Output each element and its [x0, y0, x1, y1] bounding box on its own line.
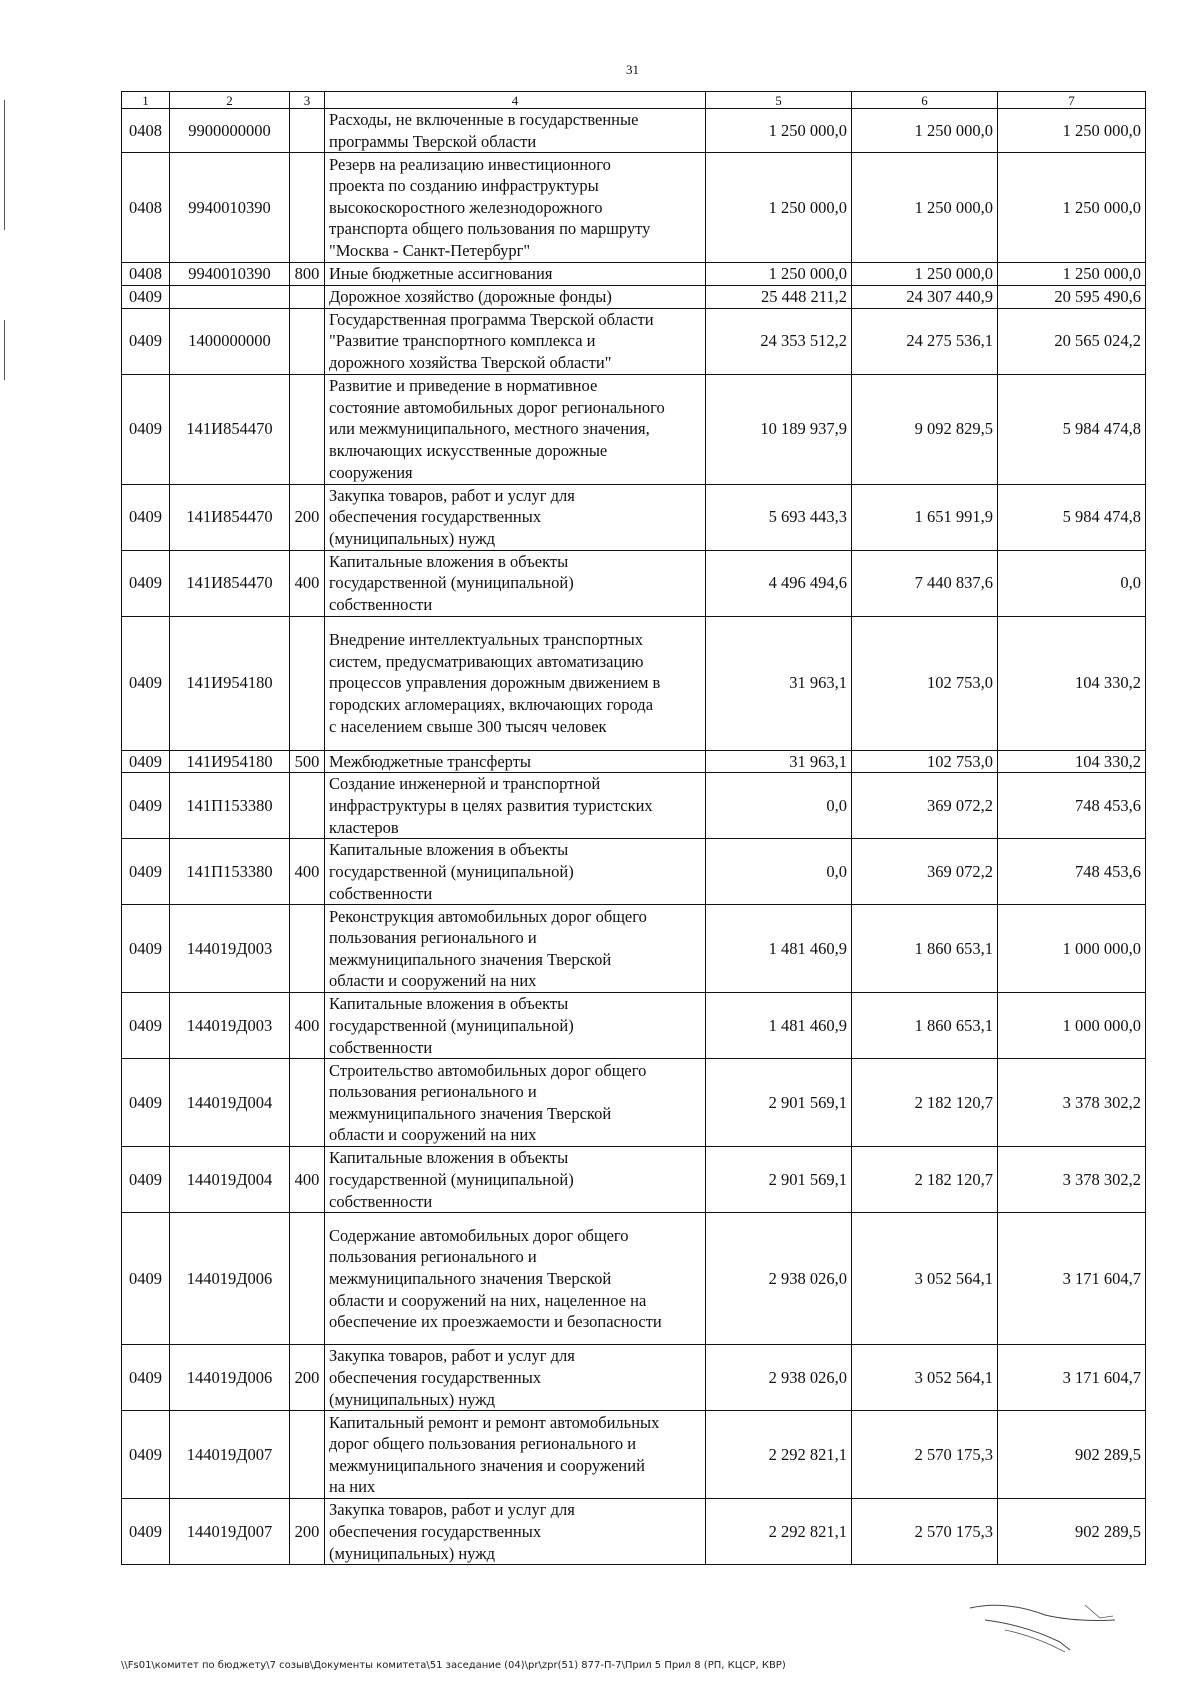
amount-col5: 1 250 000,0: [706, 109, 852, 153]
amount-col5: 1 481 460,9: [706, 993, 852, 1059]
description-line: обеспечения государственных: [329, 1368, 542, 1388]
description: [325, 153, 706, 263]
description-line: городских агломерациях, включающих города: [329, 695, 654, 715]
expense-type-code: [290, 286, 325, 309]
section-code: 0409: [122, 1345, 170, 1411]
description-line: или межмуниципального, местного значения,: [329, 419, 650, 439]
description-line: состояние автомобильных дорог регионального: [329, 397, 665, 417]
description-line: собственности: [329, 1037, 433, 1057]
description: [325, 1411, 706, 1499]
description-line: Внедрение интеллектуальных транспортных: [329, 630, 643, 650]
amount-col5: 4 496 494,6: [706, 550, 852, 616]
description: [325, 1059, 706, 1147]
column-number: 5: [706, 92, 852, 109]
description-line: кластеров: [329, 817, 399, 837]
amount-col7: 20 595 490,6: [998, 286, 1146, 309]
amount-col7: 748 453,6: [998, 839, 1146, 905]
amount-col6: 1 860 653,1: [852, 905, 998, 993]
budget-table: [121, 91, 1146, 1565]
description: [325, 773, 706, 839]
description-line: на них: [329, 1477, 376, 1497]
target-article-code: 1400000000: [170, 308, 290, 374]
description-line: пользования регионального и: [329, 1247, 537, 1267]
target-article-code: 144019Д006: [170, 1345, 290, 1411]
description-line: включающих искусственные дорожные: [329, 441, 608, 461]
description: [325, 905, 706, 993]
description-line: Государственная программа Тверской области: [329, 309, 654, 329]
description-line: области и сооружений на них: [329, 1125, 537, 1145]
description-line: обеспечения государственных: [329, 1522, 542, 1542]
description-line: программы Тверской области: [329, 131, 537, 151]
expense-type-code: 200: [290, 1499, 325, 1565]
target-article-code: 9940010390: [170, 153, 290, 263]
description-line: государственной (муниципальной): [329, 1016, 574, 1036]
amount-col7: 1 250 000,0: [998, 263, 1146, 286]
description: [325, 263, 706, 286]
amount-col6: 24 307 440,9: [852, 286, 998, 309]
target-article-code: 144019Д004: [170, 1147, 290, 1213]
left-margin-mark: [4, 100, 5, 230]
target-article-code: 9900000000: [170, 109, 290, 153]
table-row: [122, 286, 1146, 309]
description-line: Строительство автомобильных дорог общего: [329, 1060, 647, 1080]
section-code: 0409: [122, 374, 170, 484]
description-line: дорог общего пользования регионального и: [329, 1434, 637, 1454]
left-margin-mark: [4, 320, 5, 380]
section-code: 0409: [122, 839, 170, 905]
column-number: 7: [998, 92, 1146, 109]
amount-col6: 2 182 120,7: [852, 1059, 998, 1147]
expense-type-code: [290, 1213, 325, 1345]
description: [325, 1213, 706, 1345]
description-line: Закупка товаров, работ и услуг для: [329, 1346, 575, 1366]
description-line: государственной (муниципальной): [329, 1170, 574, 1190]
description-line: пользования регионального и: [329, 1082, 537, 1102]
target-article-code: 141И954180: [170, 616, 290, 750]
column-number: 2: [170, 92, 290, 109]
table-row: [122, 839, 1146, 905]
section-code: 0409: [122, 1411, 170, 1499]
table-row: [122, 616, 1146, 750]
description-line: Дорожное хозяйство (дорожные фонды): [329, 287, 612, 307]
description-line: проекта по созданию инфраструктуры: [329, 176, 599, 196]
amount-col5: 1 481 460,9: [706, 905, 852, 993]
amount-col7: 902 289,5: [998, 1411, 1146, 1499]
column-number: 3: [290, 92, 325, 109]
description-line: Создание инженерной и транспортной: [329, 774, 601, 794]
description: [325, 550, 706, 616]
table-row: [122, 905, 1146, 993]
target-article-code: 144019Д007: [170, 1499, 290, 1565]
amount-col6: 2 570 175,3: [852, 1499, 998, 1565]
column-number: 6: [852, 92, 998, 109]
description-line: Капитальные вложения в объекты: [329, 551, 569, 571]
expense-type-code: [290, 374, 325, 484]
description-line: собственности: [329, 1191, 433, 1211]
amount-col5: 0,0: [706, 839, 852, 905]
expense-type-code: [290, 109, 325, 153]
description-line: Капитальный ремонт и ремонт автомобильных: [329, 1412, 660, 1432]
section-code: 0409: [122, 308, 170, 374]
description: [325, 993, 706, 1059]
amount-col6: 3 052 564,1: [852, 1345, 998, 1411]
amount-col6: 2 570 175,3: [852, 1411, 998, 1499]
amount-col6: 102 753,0: [852, 750, 998, 773]
signature-mark: [965, 1590, 1125, 1670]
target-article-code: 141И854470: [170, 550, 290, 616]
amount-col7: 3 171 604,7: [998, 1345, 1146, 1411]
amount-col7: 3 378 302,2: [998, 1059, 1146, 1147]
table-row: [122, 484, 1146, 550]
description-line: Капитальные вложения в объекты: [329, 1148, 569, 1168]
description-line: обеспечение их проезжаемости и безопасности: [329, 1312, 662, 1332]
description-line: межмуниципального значения и сооружений: [329, 1455, 645, 1475]
description-line: обеспечения государственных: [329, 507, 542, 527]
description-line: государственной (муниципальной): [329, 573, 574, 593]
amount-col5: 10 189 937,9: [706, 374, 852, 484]
description-line: пользования регионального и: [329, 928, 537, 948]
table-row: [122, 1345, 1146, 1411]
description: [325, 286, 706, 309]
amount-col7: 1 000 000,0: [998, 905, 1146, 993]
amount-col5: 25 448 211,2: [706, 286, 852, 309]
table-row: [122, 263, 1146, 286]
description-line: Иные бюджетные ассигнования: [329, 264, 553, 284]
amount-col7: 3 171 604,7: [998, 1213, 1146, 1345]
expense-type-code: 500: [290, 750, 325, 773]
column-number: 1: [122, 92, 170, 109]
amount-col7: 1 250 000,0: [998, 109, 1146, 153]
page-number: 31: [626, 62, 639, 77]
description: [325, 374, 706, 484]
description-line: Реконструкция автомобильных дорог общего: [329, 906, 647, 926]
target-article-code: 144019Д007: [170, 1411, 290, 1499]
description: [325, 1499, 706, 1565]
amount-col5: 2 292 821,1: [706, 1499, 852, 1565]
amount-col5: 2 901 569,1: [706, 1059, 852, 1147]
amount-col7: 104 330,2: [998, 616, 1146, 750]
description-line: (муниципальных) нужд: [329, 1389, 496, 1409]
amount-col6: 1 860 653,1: [852, 993, 998, 1059]
description: [325, 308, 706, 374]
description-line: Капитальные вложения в объекты: [329, 840, 569, 860]
amount-col5: 1 250 000,0: [706, 263, 852, 286]
target-article-code: 141П153380: [170, 773, 290, 839]
section-code: 0409: [122, 484, 170, 550]
expense-type-code: 200: [290, 1345, 325, 1411]
expense-type-code: [290, 905, 325, 993]
target-article-code: 141И954180: [170, 750, 290, 773]
description-line: Закупка товаров, работ и услуг для: [329, 1500, 575, 1520]
description-line: Резерв на реализацию инвестиционного: [329, 154, 611, 174]
amount-col6: 1 250 000,0: [852, 109, 998, 153]
amount-col5: 2 901 569,1: [706, 1147, 852, 1213]
table-row: [122, 1499, 1146, 1565]
description-line: Капитальные вложения в объекты: [329, 994, 569, 1014]
expense-type-code: [290, 153, 325, 263]
section-code: 0409: [122, 616, 170, 750]
expense-type-code: 800: [290, 263, 325, 286]
description-line: транспорта общего пользования по маршруту: [329, 219, 651, 239]
amount-col7: 5 984 474,8: [998, 374, 1146, 484]
expense-type-code: 400: [290, 550, 325, 616]
target-article-code: [170, 286, 290, 309]
description-line: с населением свыше 300 тысяч человек: [329, 716, 607, 736]
description-line: дорожного хозяйства Тверской области": [329, 353, 612, 373]
description-line: Развитие и приведение в нормативное: [329, 376, 598, 396]
description-line: высокоскоростного железнодорожного: [329, 197, 603, 217]
amount-col6: 1 250 000,0: [852, 153, 998, 263]
column-number: 4: [325, 92, 706, 109]
expense-type-code: [290, 1411, 325, 1499]
amount-col5: 0,0: [706, 773, 852, 839]
amount-col7: 748 453,6: [998, 773, 1146, 839]
amount-col5: 31 963,1: [706, 616, 852, 750]
amount-col6: 24 275 536,1: [852, 308, 998, 374]
table-row: [122, 750, 1146, 773]
amount-col6: 9 092 829,5: [852, 374, 998, 484]
section-code: 0409: [122, 905, 170, 993]
amount-col6: 369 072,2: [852, 839, 998, 905]
amount-col5: 5 693 443,3: [706, 484, 852, 550]
table-row: [122, 1411, 1146, 1499]
section-code: 0409: [122, 773, 170, 839]
amount-col7: 902 289,5: [998, 1499, 1146, 1565]
description-line: Межбюджетные трансферты: [329, 751, 532, 771]
table-row: [122, 374, 1146, 484]
expense-type-code: 200: [290, 484, 325, 550]
amount-col5: 24 353 512,2: [706, 308, 852, 374]
column-number-row: [122, 92, 1146, 109]
table-row: [122, 1213, 1146, 1345]
amount-col7: 1 000 000,0: [998, 993, 1146, 1059]
table-row: [122, 550, 1146, 616]
description-line: межмуниципального значения Тверской: [329, 1103, 612, 1123]
description: [325, 1345, 706, 1411]
amount-col7: 1 250 000,0: [998, 153, 1146, 263]
table-row: [122, 773, 1146, 839]
target-article-code: 141И854470: [170, 374, 290, 484]
description-line: (муниципальных) нужд: [329, 529, 496, 549]
amount-col6: 7 440 837,6: [852, 550, 998, 616]
section-code: 0408: [122, 109, 170, 153]
description-line: Закупка товаров, работ и услуг для: [329, 485, 575, 505]
target-article-code: 144019Д004: [170, 1059, 290, 1147]
amount-col6: 102 753,0: [852, 616, 998, 750]
description-line: (муниципальных) нужд: [329, 1543, 496, 1563]
amount-col5: 2 938 026,0: [706, 1345, 852, 1411]
table-row: [122, 153, 1146, 263]
description-line: Содержание автомобильных дорог общего: [329, 1225, 629, 1245]
expense-type-code: [290, 1059, 325, 1147]
description-line: процессов управления дорожным движением в: [329, 673, 661, 693]
table-row: [122, 1147, 1146, 1213]
description: [325, 484, 706, 550]
target-article-code: 9940010390: [170, 263, 290, 286]
section-code: 0409: [122, 1059, 170, 1147]
section-code: 0408: [122, 263, 170, 286]
table-row: [122, 109, 1146, 153]
description: [325, 750, 706, 773]
expense-type-code: [290, 308, 325, 374]
amount-col5: 1 250 000,0: [706, 153, 852, 263]
amount-col6: 1 250 000,0: [852, 263, 998, 286]
description-line: межмуниципального значения Тверской: [329, 1269, 612, 1289]
description: [325, 109, 706, 153]
target-article-code: 144019Д006: [170, 1213, 290, 1345]
section-code: 0408: [122, 153, 170, 263]
table-row: [122, 308, 1146, 374]
expense-type-code: 400: [290, 839, 325, 905]
table-row: [122, 993, 1146, 1059]
amount-col6: 369 072,2: [852, 773, 998, 839]
description-line: "Развитие транспортного комплекса и: [329, 331, 596, 351]
description-line: собственности: [329, 595, 433, 615]
amount-col7: 104 330,2: [998, 750, 1146, 773]
amount-col7: 0,0: [998, 550, 1146, 616]
description-line: "Москва - Санкт-Петербург": [329, 241, 531, 261]
description-line: государственной (муниципальной): [329, 862, 574, 882]
expense-type-code: 400: [290, 993, 325, 1059]
expense-type-code: [290, 773, 325, 839]
section-code: 0409: [122, 1147, 170, 1213]
description: [325, 1147, 706, 1213]
amount-col7: 5 984 474,8: [998, 484, 1146, 550]
section-code: 0409: [122, 550, 170, 616]
description-line: области и сооружений на них, нацеленное на: [329, 1290, 647, 1310]
amount-col7: 20 565 024,2: [998, 308, 1146, 374]
section-code: 0409: [122, 750, 170, 773]
description-line: межмуниципального значения Тверской: [329, 949, 612, 969]
expense-type-code: 400: [290, 1147, 325, 1213]
amount-col5: 31 963,1: [706, 750, 852, 773]
target-article-code: 141И854470: [170, 484, 290, 550]
target-article-code: 144019Д003: [170, 993, 290, 1059]
amount-col6: 1 651 991,9: [852, 484, 998, 550]
section-code: 0409: [122, 1213, 170, 1345]
expense-type-code: [290, 616, 325, 750]
description: [325, 616, 706, 750]
section-code: 0409: [122, 1499, 170, 1565]
description-line: инфраструктуры в целях развития туристских: [329, 796, 653, 816]
amount-col7: 3 378 302,2: [998, 1147, 1146, 1213]
description-line: Расходы, не включенные в государственные: [329, 110, 639, 129]
description: [325, 839, 706, 905]
description-line: собственности: [329, 883, 433, 903]
target-article-code: 144019Д003: [170, 905, 290, 993]
target-article-code: 141П153380: [170, 839, 290, 905]
footer-file-path: \\Fs01\комитет по бюджету\7 созыв\Документы комитета\51 заседание (04)\pr\zpr(51) 877-П-7\Прил 5 Прил 8 (РП, КЦСР, КВР): [121, 1660, 786, 1671]
amount-col5: 2 938 026,0: [706, 1213, 852, 1345]
section-code: 0409: [122, 286, 170, 309]
table-row: [122, 1059, 1146, 1147]
amount-col5: 2 292 821,1: [706, 1411, 852, 1499]
amount-col6: 3 052 564,1: [852, 1213, 998, 1345]
description-line: сооружения: [329, 462, 413, 482]
amount-col6: 2 182 120,7: [852, 1147, 998, 1213]
description-line: систем, предусматривающих автоматизацию: [329, 651, 644, 671]
description-line: области и сооружений на них: [329, 971, 537, 991]
section-code: 0409: [122, 993, 170, 1059]
